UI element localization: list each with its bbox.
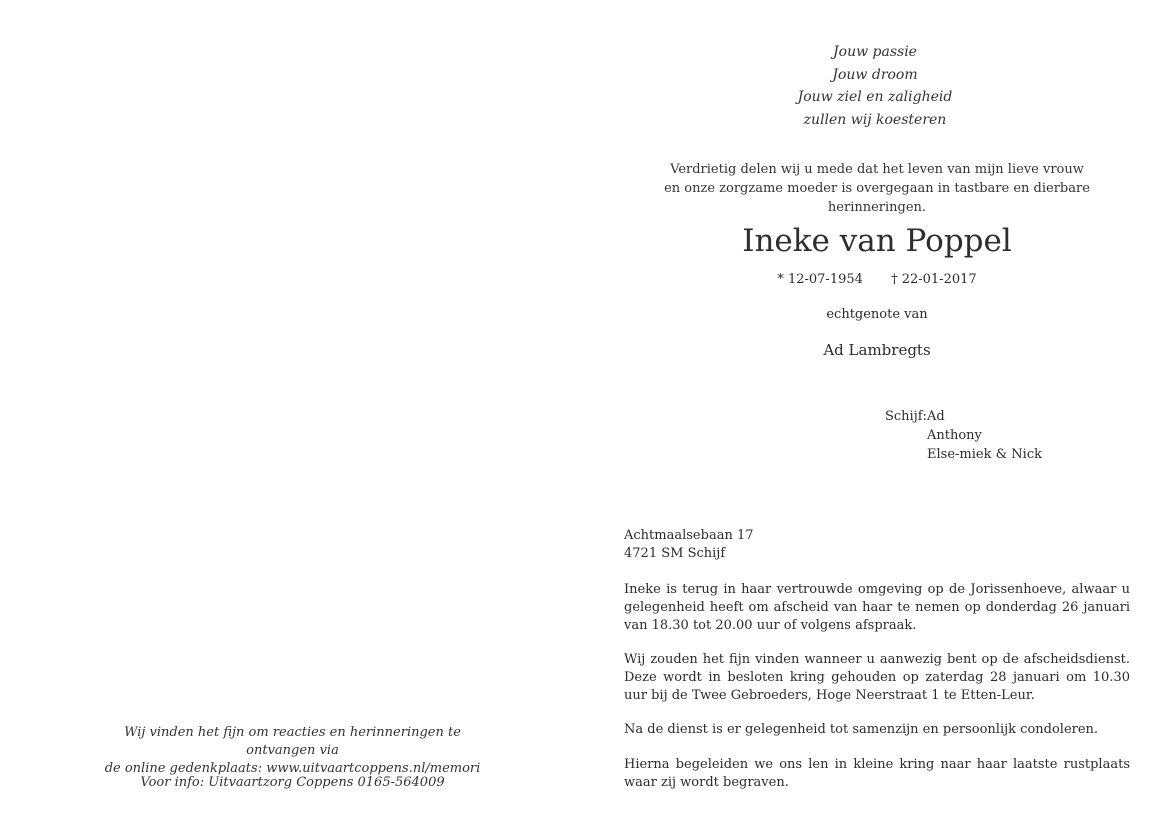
intro-line-2: en onze zorgzame moeder is overgegaan in tastbare en dierbare herinneringen. — [664, 181, 1090, 215]
correspondence-address — [624, 527, 754, 563]
address-street: Achtmaalsebaan 17 — [624, 528, 754, 543]
family-member: Else-miek & Nick — [927, 447, 1042, 462]
birth-date: * 12-07-1954 — [777, 272, 863, 287]
poem-line: Jouw droom — [832, 66, 918, 83]
poem — [760, 41, 990, 131]
paragraph-condolences: Na de dienst is er gelegenheid tot samenzijn en persoonlijk condoleren. — [624, 722, 1099, 737]
family-block — [885, 407, 1042, 464]
reactions-line-1: Wij vinden het fijn om reacties en herinneringen te ontvangen via — [124, 725, 461, 758]
relation-label: echtgenote van — [826, 307, 928, 322]
paragraph-service: Wij zouden het fijn vinden wanneer u aanwezig bent op de afscheidsdienst. Deze wordt in besloten kring gehouden op zaterdag 28 januari om 10.30 uur bij de Twee Gebroeders, Hoge Neerstraat 1 te Etten-Leur. — [624, 652, 1130, 703]
poem-line: zullen wij koesteren — [803, 111, 947, 128]
deceased-name: Ineke van Poppel — [742, 223, 1012, 259]
life-dates — [660, 271, 1094, 289]
announcement-intro — [618, 160, 1136, 217]
poem-line: Jouw passie — [833, 44, 917, 60]
paragraph-visitation: Ineke is terug in haar vertrouwde omgeving op de Jorissenhoeve, alwaar u gelegenheid heeft om afscheid van haar te nemen op donderdag 26 januari van 18.30 tot 20.00 uur of volgens afspraak. — [624, 582, 1130, 633]
paragraph-burial: Hierna begeleiden we ons len in kleine kring naar haar laatste rustplaats waar zij wordt begraven. — [624, 757, 1130, 790]
death-date: † 22-01-2017 — [891, 272, 977, 287]
family-place: Schijf: — [885, 409, 927, 424]
info-line: Voor info: Uitvaartzorg Coppens 0165-564009 — [140, 775, 445, 790]
reactions-line-2: de online gedenkplaats: www.uitvaartcoppens.nl/memori — [104, 761, 481, 776]
family-member: Ad — [927, 409, 945, 424]
intro-line-1: Verdrietig delen wij u mede dat het leven van mijn lieve vrouw — [670, 162, 1084, 177]
poem-line: Jouw ziel en zaligheid — [797, 89, 953, 105]
address-postal: 4721 SM Schijf — [624, 546, 726, 561]
spouse-name: Ad Lambregts — [823, 341, 931, 359]
family-members — [927, 407, 1042, 464]
family-member: Anthony — [927, 428, 982, 443]
online-memorial-notice — [95, 724, 490, 778]
